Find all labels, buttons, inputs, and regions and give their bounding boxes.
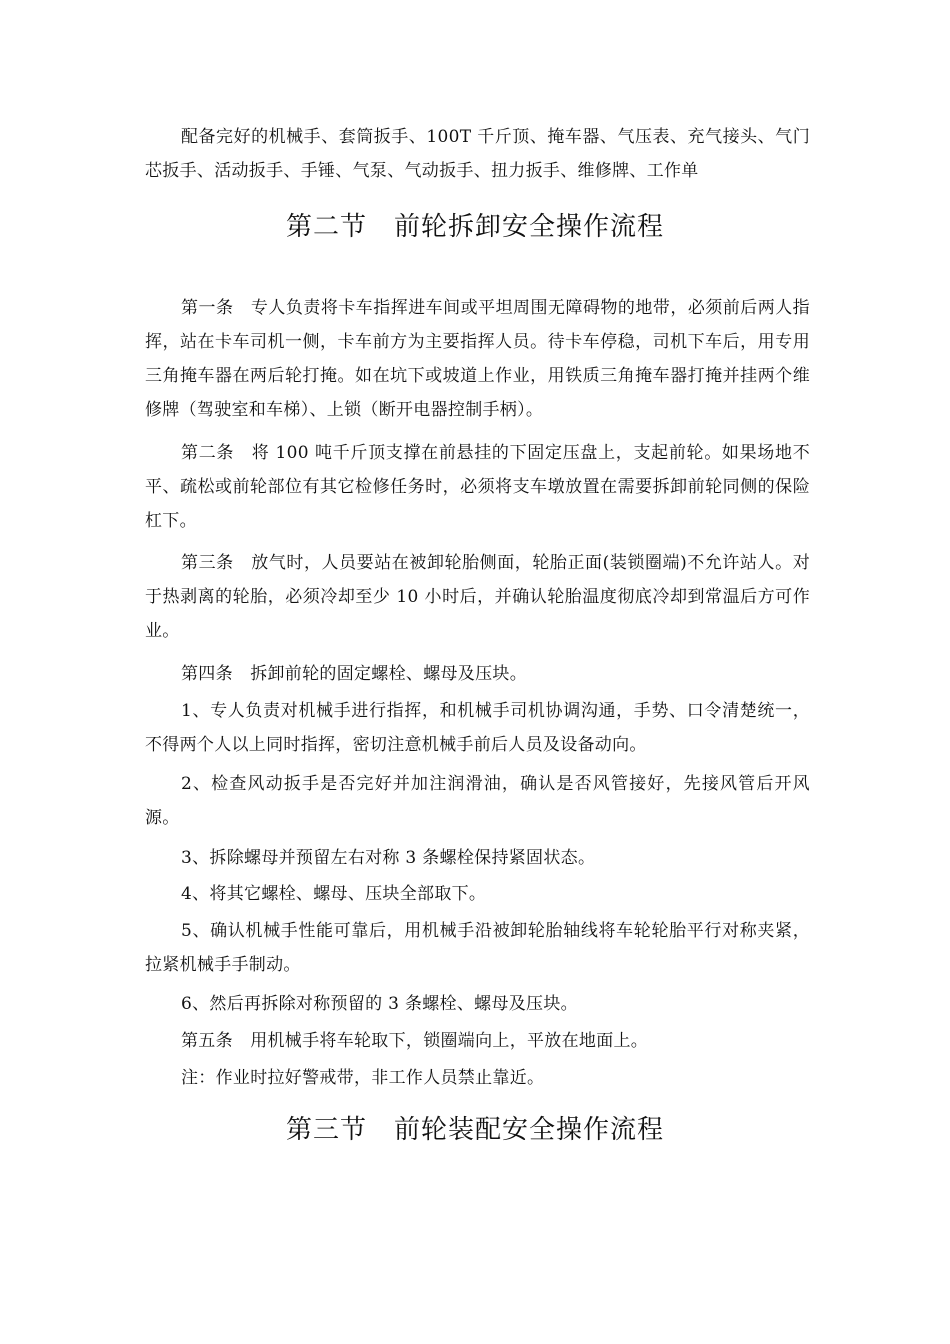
article-1-paragraph: 第一条 专人负责将卡车指挥进车间或平坦周围无障碍物的地带，必须前后两人指挥，站在卡车司机一侧，卡车前方为主要指挥人员。待卡车停稳，司机下车后，用专用三角掩车器在两后轮打掩。如在坑下或坡道上作业，用铁质三角掩车器打掩并挂两个维修牌（驾驶室和车梯）、上锁（断开电器控制手柄）。 <box>145 298 810 420</box>
section-2-title: 第二节 前轮拆卸安全操作流程 <box>285 212 664 242</box>
step-6-paragraph: 6、然后再拆除对称预留的 3 条螺栓、螺母及压块。 <box>181 994 578 1014</box>
article-5-paragraph: 第五条 用机械手将车轮取下，锁圈端向上，平放在地面上。 <box>181 1031 649 1051</box>
note-paragraph: 注：作业时拉好警戒带，非工作人员禁止靠近。 <box>181 1068 545 1088</box>
equipment-paragraph: 配备完好的机械手、套筒扳手、100T 千斤顶、掩车器、气压表、充气接头、气门芯扳手、活动扳手、手锤、气泵、气动扳手、扭力扳手、维修牌、工作单 <box>145 127 810 181</box>
step-5-paragraph: 5、确认机械手性能可靠后，用机械手沿被卸轮胎轴线将车轮轮胎平行对称夹紧，拉紧机械手手制动。 <box>145 921 810 975</box>
article-4-paragraph: 第四条 拆卸前轮的固定螺栓、螺母及压块。 <box>181 664 527 684</box>
article-3-paragraph: 第三条 放气时，人员要站在被卸轮胎侧面，轮胎正面(装锁圈端)不允许站人。对于热剥离的轮胎，必须冷却至少 10 小时后，并确认轮胎温度彻底冷却到常温后方可作业。 <box>145 553 810 641</box>
step-2-paragraph: 2、检查风动扳手是否完好并加注润滑油，确认是否风管接好，先接风管后开风源。 <box>145 774 810 828</box>
step-1-paragraph: 1、专人负责对机械手进行指挥，和机械手司机协调沟通，手势、口令清楚统一，不得两个人以上同时指挥，密切注意机械手前后人员及设备动向。 <box>145 701 810 755</box>
article-2-paragraph: 第二条 将 100 吨千斤顶支撑在前悬挂的下固定压盘上，支起前轮。如果场地不平、疏松或前轮部位有其它检修任务时，必须将支车墩放置在需要拆卸前轮同侧的保险杠下。 <box>145 443 810 531</box>
step-4-paragraph: 4、将其它螺栓、螺母、压块全部取下。 <box>181 884 487 904</box>
step-3-paragraph: 3、拆除螺母并预留左右对称 3 条螺栓保持紧固状态。 <box>181 848 596 868</box>
section-3-title: 第三节 前轮装配安全操作流程 <box>285 1115 664 1145</box>
